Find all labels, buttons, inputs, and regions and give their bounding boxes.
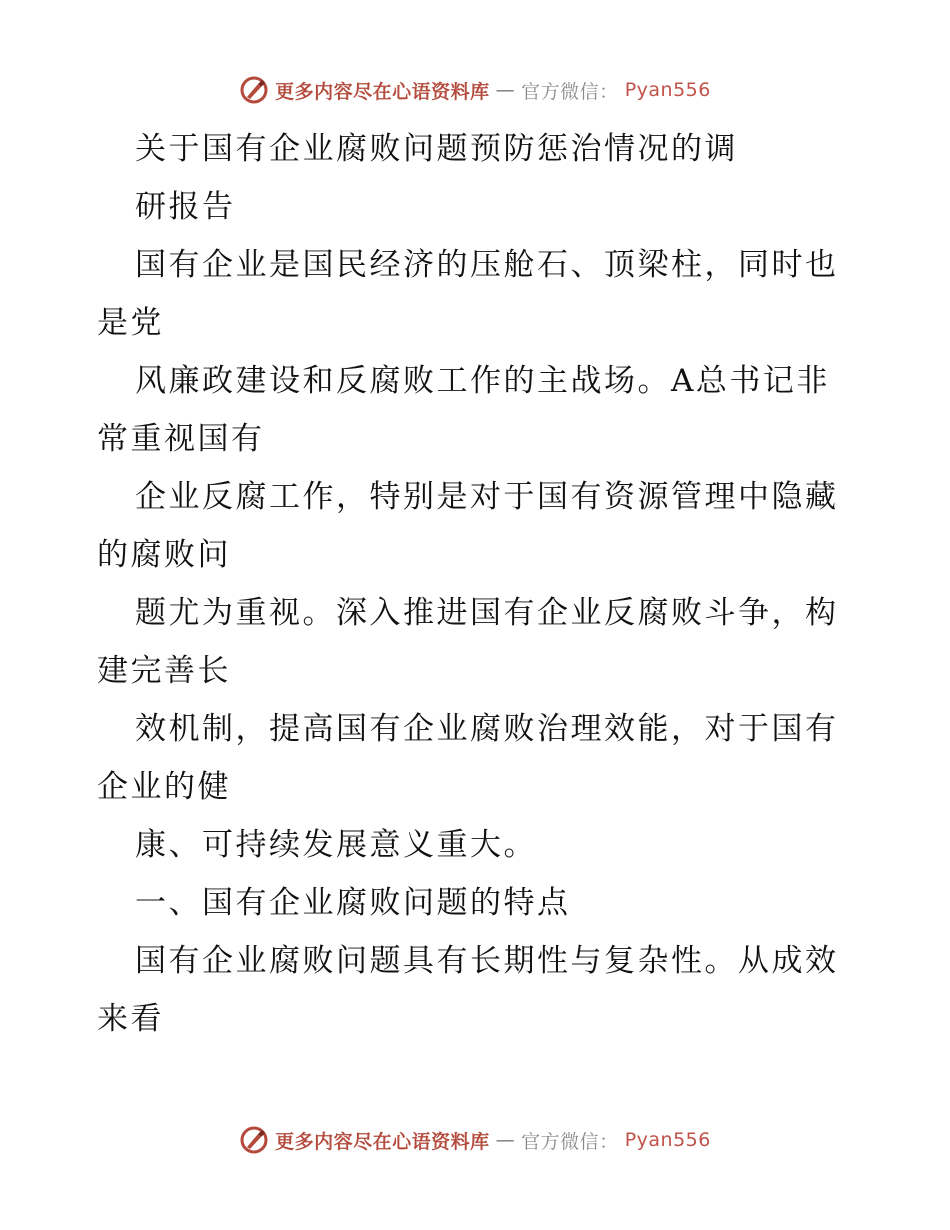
section-heading: 一、国有企业腐败问题的特点 (135, 885, 571, 921)
paragraph-line: 国有企业是国民经济的压舱石、顶梁柱，同时也 (135, 247, 839, 283)
paragraph-line: 建完善长 (97, 653, 231, 689)
watermark-brand: 更多内容尽在心语资料库 (275, 80, 490, 103)
paragraph-line: 是党 (97, 305, 164, 341)
document-title-line-1: 关于国有企业腐败问题预防惩治情况的调 (135, 131, 738, 167)
paragraph-line: 来看 (97, 1001, 164, 1037)
paragraph-line: 的腐败问 (97, 537, 231, 573)
footer-watermark (0, 1120, 950, 1160)
paragraph-line: 风廉政建设和反腐败工作的主战场。A总书记非 (135, 363, 830, 399)
pen-logo-icon (239, 1125, 269, 1155)
watermark-id: Pyan556 (624, 79, 711, 101)
document-title-line-2: 研报告 (135, 189, 236, 225)
paragraph-line: 效机制，提高国有企业腐败治理效能，对于国有 (135, 711, 839, 747)
paragraph-line: 企业反腐工作，特别是对于国有资源管理中隐藏 (135, 479, 839, 515)
watermark-id: Pyan556 (624, 1129, 711, 1151)
paragraph-line: 国有企业腐败问题具有长期性与复杂性。从成效 (135, 943, 839, 979)
watermark-label: 官方微信： (521, 1130, 619, 1153)
pen-logo-icon (239, 75, 269, 105)
watermark-label: 官方微信： (521, 80, 619, 103)
header-watermark (0, 70, 950, 110)
watermark-separator: — (495, 79, 516, 101)
paragraph-line: 常重视国有 (97, 421, 265, 457)
paragraph-line: 题尤为重视。深入推进国有企业反腐败斗争，构 (135, 595, 839, 631)
document-body (97, 120, 857, 1048)
paragraph-line: 康、可持续发展意义重大。 (135, 827, 537, 863)
watermark-separator: — (495, 1129, 516, 1151)
paragraph-line: 企业的健 (97, 769, 231, 805)
watermark-brand: 更多内容尽在心语资料库 (275, 1130, 490, 1153)
